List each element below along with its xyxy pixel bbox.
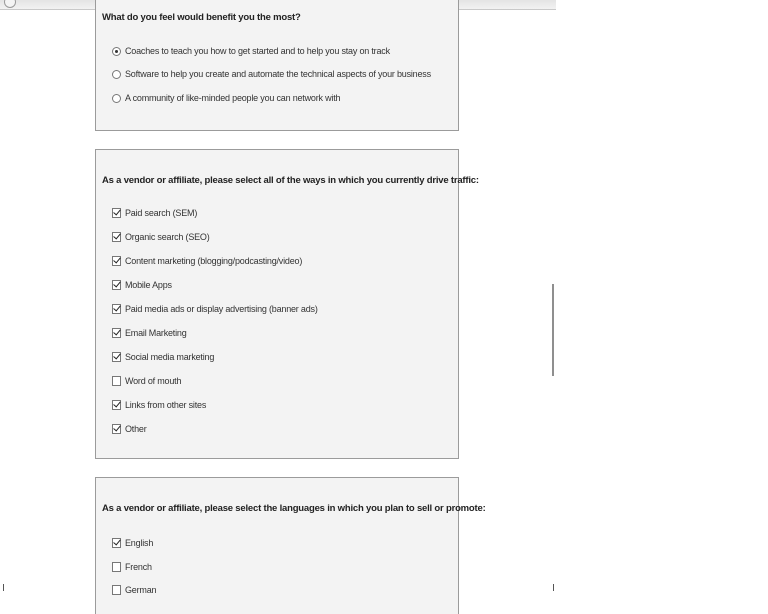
- benefit-radio-coaches[interactable]: [112, 47, 121, 56]
- languages-question-panel: [95, 477, 486, 614]
- benefit-radio-community[interactable]: [112, 94, 121, 103]
- benefit-option-coaches[interactable]: [112, 46, 390, 56]
- traffic-checkbox-other[interactable]: [112, 424, 121, 434]
- benefit-question-panel: [95, 0, 459, 131]
- traffic-checkbox-word-of-mouth[interactable]: [112, 376, 121, 386]
- language-option-french[interactable]: [112, 562, 152, 572]
- scrollbar-thumb[interactable]: [552, 284, 554, 376]
- traffic-option-word-of-mouth[interactable]: [112, 376, 181, 386]
- benefit-option-software[interactable]: [112, 69, 431, 79]
- left-edge-marker: [3, 584, 4, 591]
- traffic-checkbox-social[interactable]: [112, 352, 121, 362]
- traffic-option-seo[interactable]: [112, 232, 210, 242]
- benefit-question-label: What do you feel would benefit you the most?: [102, 12, 301, 23]
- language-option-label: German: [125, 585, 157, 595]
- traffic-option-label: Other: [125, 424, 147, 434]
- benefit-option-label: Software to help you create and automate the technical aspects of your business: [125, 69, 431, 79]
- traffic-option-sem[interactable]: [112, 208, 197, 218]
- traffic-checkbox-sem[interactable]: [112, 208, 121, 218]
- traffic-option-label: Paid search (SEM): [125, 208, 198, 218]
- benefit-radio-software[interactable]: [112, 70, 121, 79]
- traffic-option-mobile[interactable]: [112, 280, 172, 290]
- benefit-option-label: Coaches to teach you how to get started and to help you stay on track: [125, 46, 390, 56]
- language-option-german[interactable]: [112, 585, 156, 595]
- traffic-option-paid-media[interactable]: [112, 304, 318, 314]
- traffic-option-email[interactable]: [112, 328, 187, 338]
- traffic-question-panel: [95, 149, 479, 459]
- traffic-option-label: Word of mouth: [125, 376, 182, 386]
- traffic-option-label: Paid media ads or display advertising (banner ads): [125, 304, 318, 314]
- traffic-checkbox-mobile[interactable]: [112, 280, 121, 290]
- language-checkbox-french[interactable]: [112, 562, 121, 572]
- traffic-checkbox-content[interactable]: [112, 256, 121, 266]
- traffic-option-label: Organic search (SEO): [125, 232, 210, 242]
- traffic-checkbox-links[interactable]: [112, 400, 121, 410]
- traffic-option-links[interactable]: [112, 400, 206, 410]
- window-control-icon[interactable]: [4, 0, 16, 8]
- traffic-option-label: Mobile Apps: [125, 280, 172, 290]
- benefit-option-community[interactable]: [112, 93, 340, 103]
- traffic-option-label: Email Marketing: [125, 328, 187, 338]
- language-checkbox-english[interactable]: [112, 538, 121, 548]
- right-edge-marker: [553, 584, 554, 591]
- traffic-checkbox-email[interactable]: [112, 328, 121, 338]
- traffic-option-content[interactable]: [112, 256, 302, 266]
- traffic-option-social[interactable]: [112, 352, 214, 362]
- traffic-checkbox-seo[interactable]: [112, 232, 121, 242]
- traffic-question-label: As a vendor or affiliate, please select all of the ways in which you currently drive traffic:: [102, 175, 479, 186]
- traffic-option-label: Content marketing (blogging/podcasting/video): [125, 256, 303, 266]
- language-checkbox-german[interactable]: [112, 585, 121, 595]
- traffic-option-label: Social media marketing: [125, 352, 215, 362]
- traffic-option-other[interactable]: [112, 424, 147, 434]
- traffic-checkbox-paid-media[interactable]: [112, 304, 121, 314]
- language-option-label: English: [125, 538, 154, 548]
- language-option-english[interactable]: [112, 538, 153, 548]
- language-option-label: French: [125, 562, 152, 572]
- benefit-option-label: A community of like-minded people you can network with: [125, 93, 341, 103]
- languages-question-label: As a vendor or affiliate, please select the languages in which you plan to sell or promote:: [102, 503, 486, 514]
- traffic-option-label: Links from other sites: [125, 400, 207, 410]
